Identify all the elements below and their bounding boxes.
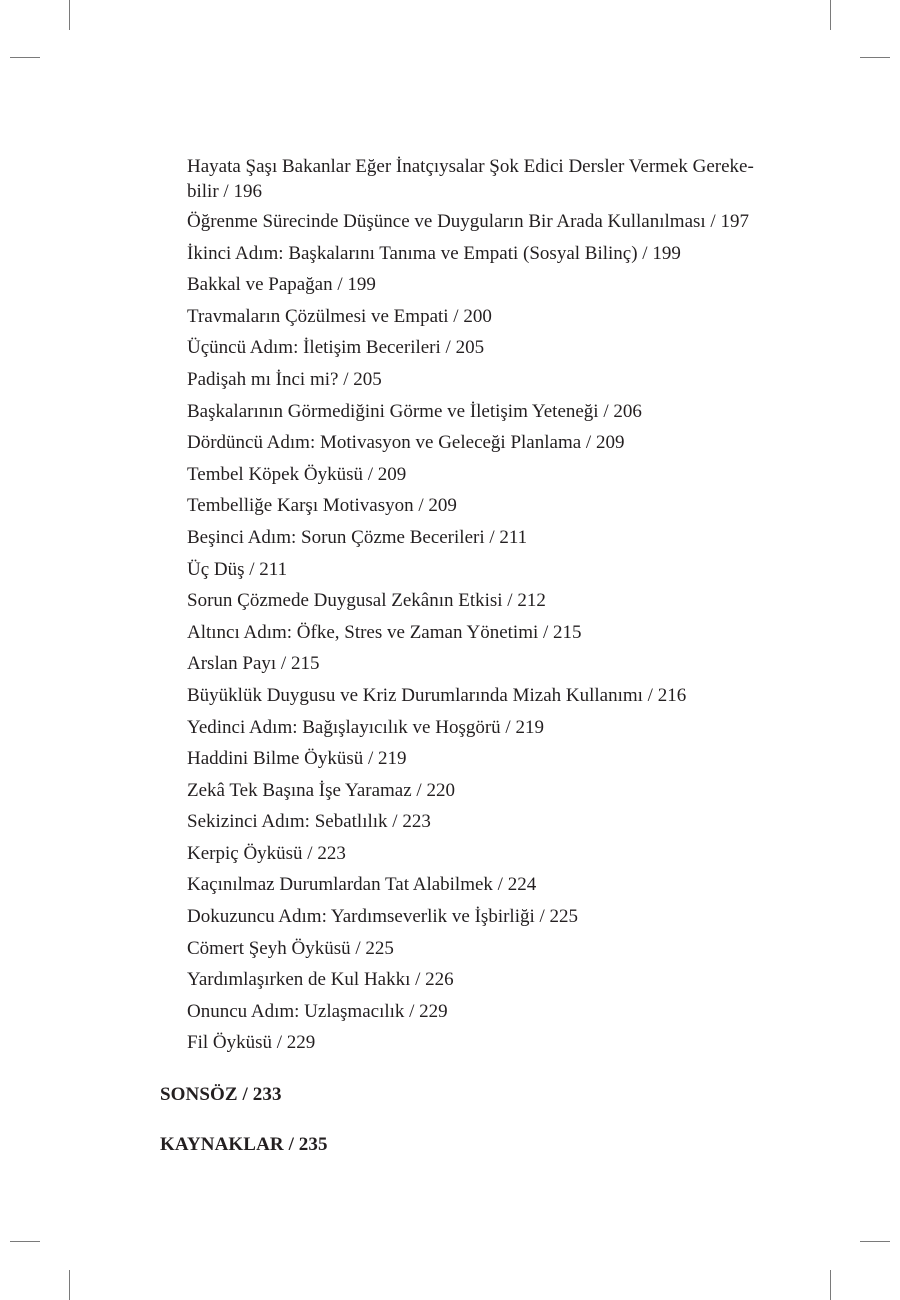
toc-entry: İkinci Adım: Başkalarını Tanıma ve Empati (Sosyal Bilinç) / 199: [187, 242, 681, 264]
toc-entry: Kerpiç Öyküsü / 223: [187, 842, 346, 864]
table-of-contents: [187, 154, 762, 1062]
toc-entry: Büyüklük Duygusu ve Kriz Durumlarında Mizah Kullanımı / 216: [187, 684, 687, 706]
toc-entry: Altıncı Adım: Öfke, Stres ve Zaman Yönetimi / 215: [187, 621, 582, 643]
toc-entry: Sorun Çözmede Duygusal Zekânın Etkisi / 212: [187, 590, 546, 612]
toc-entry: Arslan Payı / 215: [187, 653, 320, 675]
toc-entry: Yardımlaşırken de Kul Hakkı / 226: [187, 969, 454, 991]
toc-entry: Beşinci Adım: Sorun Çözme Becerileri / 211: [187, 526, 528, 548]
toc-entry: Üçüncü Adım: İletişim Becerileri / 205: [187, 337, 485, 359]
toc-entry: Başkalarının Görmediğini Görme ve İletişim Yeteneği / 206: [187, 400, 642, 422]
toc-entry: Travmaların Çözülmesi ve Empati / 200: [187, 305, 492, 327]
crop-mark-bottom-right-vertical: [830, 1270, 831, 1300]
toc-entry: Zekâ Tek Başına İşe Yaramaz / 220: [187, 779, 455, 801]
toc-entry: Hayata Şaşı Bakanlar Eğer İnatçıysalar Şok Edici Dersler Vermek Gereke-bilir / 196: [187, 156, 754, 202]
toc-entry: Dokuzuncu Adım: Yardımseverlik ve İşbirliği / 225: [187, 906, 579, 928]
toc-entry: Yedinci Adım: Bağışlayıcılık ve Hoşgörü / 219: [187, 716, 544, 738]
toc-entry: Haddini Bilme Öyküsü / 219: [187, 748, 407, 770]
toc-entry: Tembel Köpek Öyküsü / 209: [187, 463, 407, 485]
toc-entry: Dördüncü Adım: Motivasyon ve Geleceği Planlama / 209: [187, 432, 625, 454]
toc-entry: Onuncu Adım: Uzlaşmacılık / 229: [187, 1000, 448, 1022]
toc-entry: Tembelliğe Karşı Motivasyon / 209: [187, 495, 457, 517]
toc-entry: Padişah mı İnci mi? / 205: [187, 368, 382, 390]
toc-entry: Fil Öyküsü / 229: [187, 1032, 316, 1054]
crop-mark-top-right-horizontal: [860, 57, 890, 58]
toc-entry: Sekizinci Adım: Sebatlılık / 223: [187, 811, 431, 833]
toc-section-afterword: SONSÖZ / 233: [160, 1084, 282, 1105]
crop-mark-bottom-left-vertical: [69, 1270, 70, 1300]
crop-mark-bottom-left-horizontal: [10, 1241, 40, 1242]
toc-entry: Kaçınılmaz Durumlardan Tat Alabilmek / 224: [187, 874, 537, 896]
toc-section-references: KAYNAKLAR / 235: [160, 1134, 328, 1155]
toc-entry: Üç Düş / 211: [187, 558, 288, 580]
toc-entry: Bakkal ve Papağan / 199: [187, 274, 376, 296]
crop-mark-top-left-horizontal: [10, 57, 40, 58]
toc-entry: Öğrenme Sürecinde Düşünce ve Duyguların Bir Arada Kullanılması / 197: [187, 211, 749, 232]
crop-mark-bottom-right-horizontal: [860, 1241, 890, 1242]
crop-mark-top-left-vertical: [69, 0, 70, 30]
toc-entry: Cömert Şeyh Öyküsü / 225: [187, 937, 394, 959]
crop-mark-top-right-vertical: [830, 0, 831, 30]
